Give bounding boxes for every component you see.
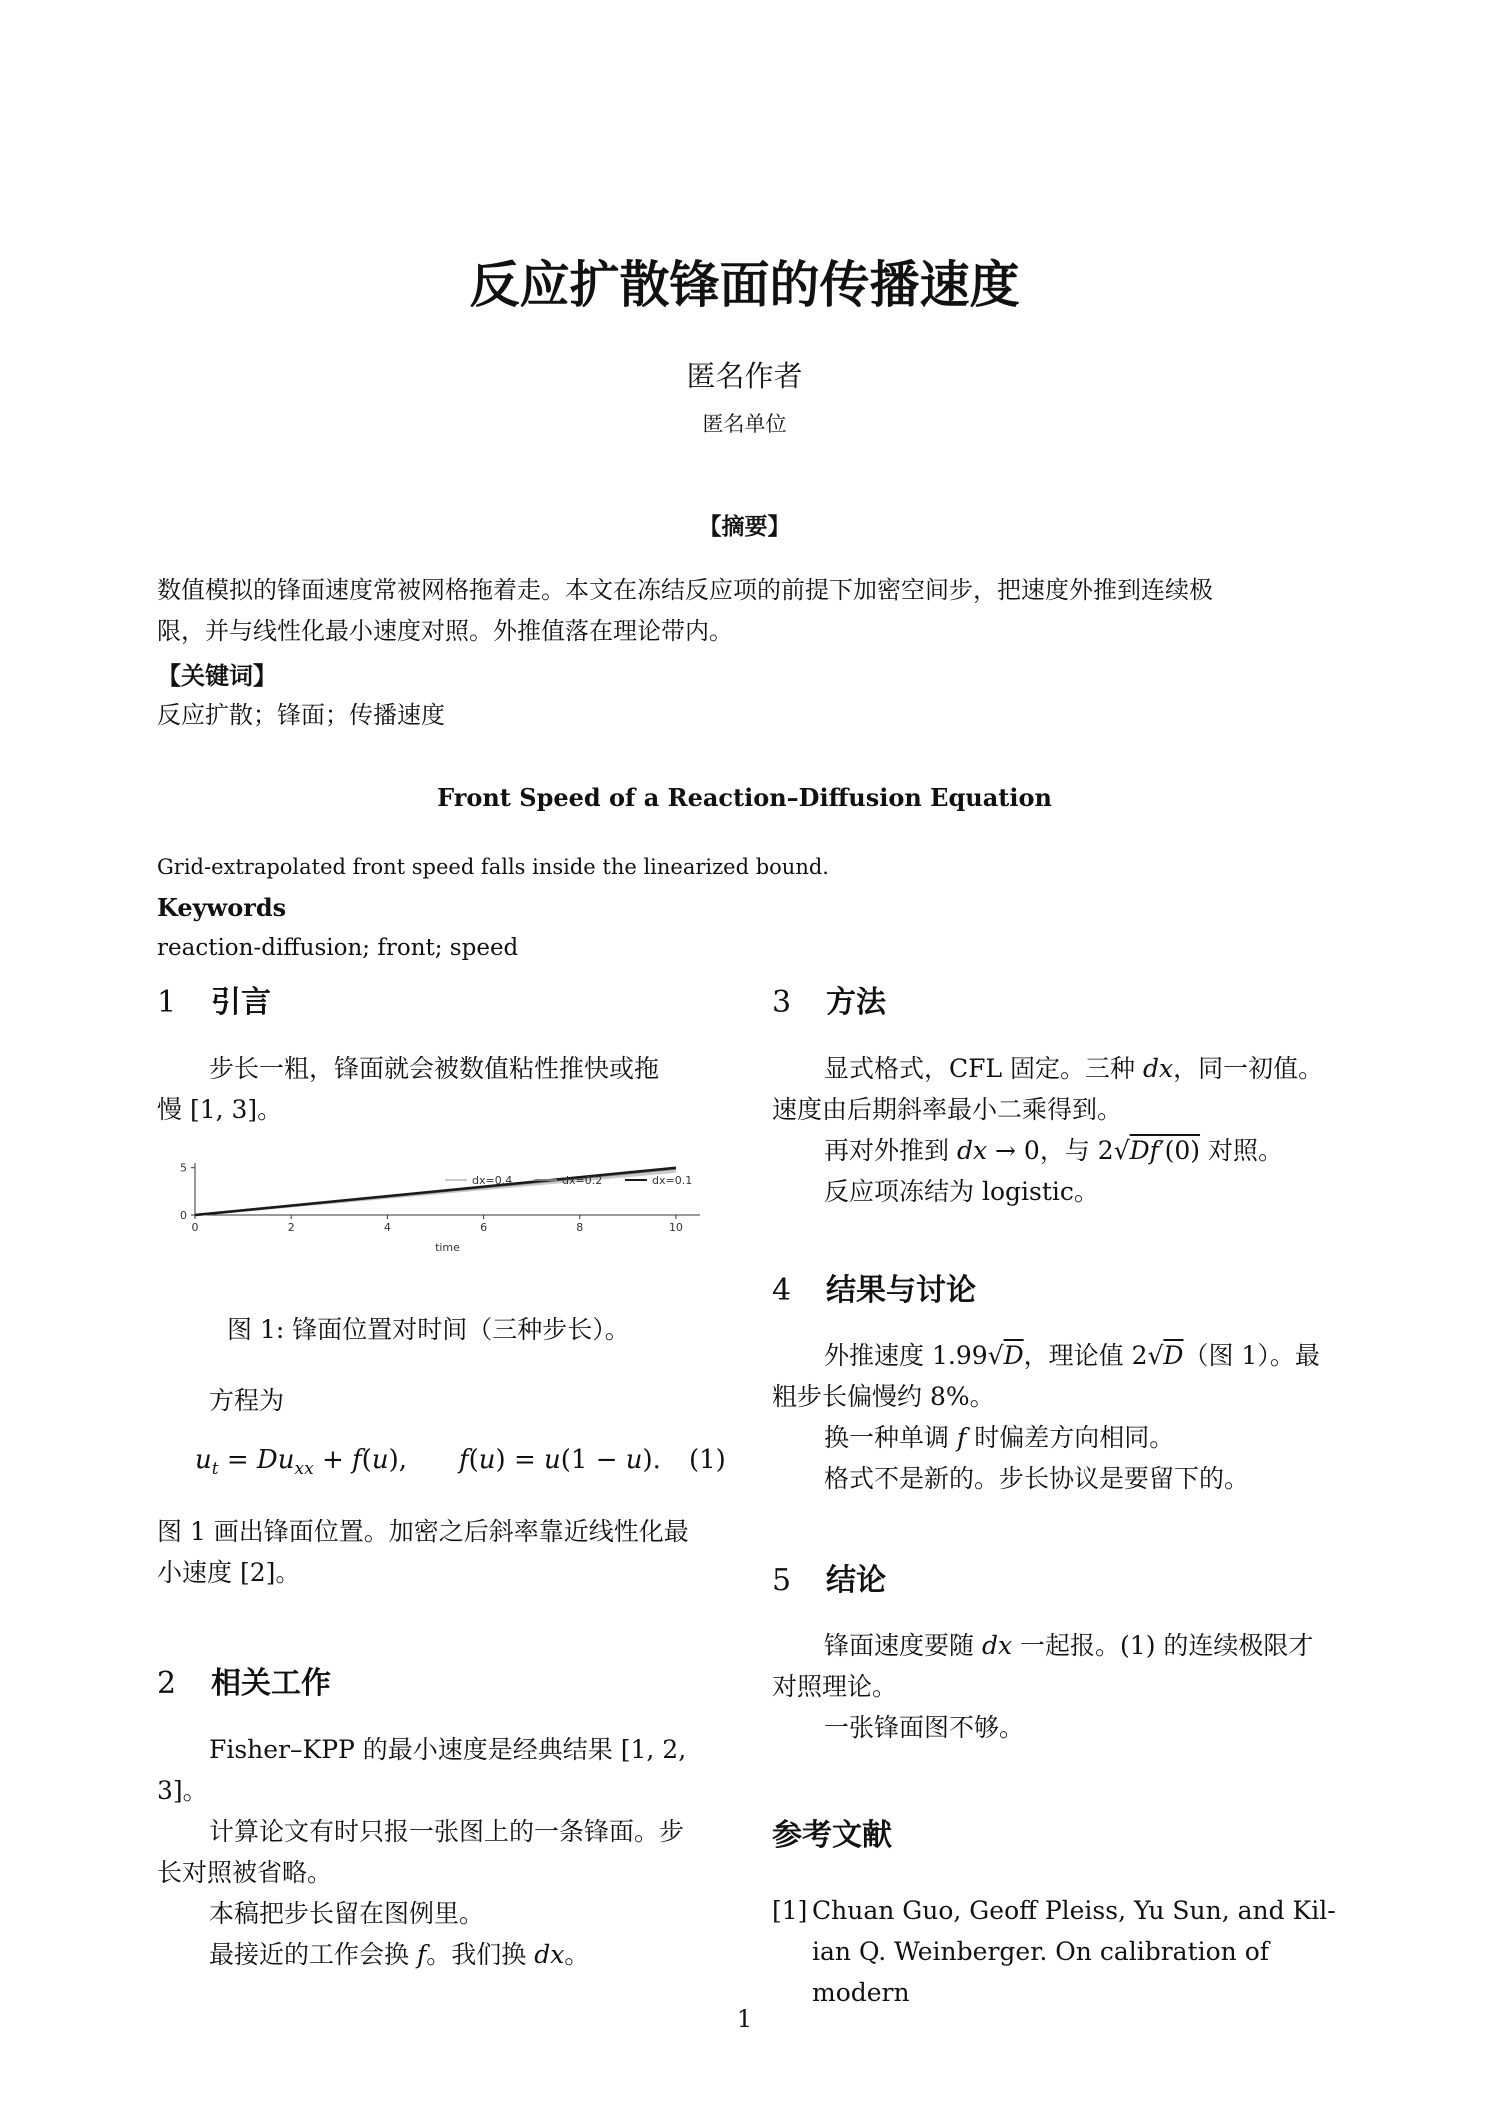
affiliation: 匿名单位: [702, 412, 787, 436]
text-line: 最接近的工作会换 f。我们换 dx。: [209, 1940, 590, 1969]
english-keywords-label: Keywords: [157, 893, 287, 922]
text-line: 图 1 画出锋面位置。加密之后斜率靠近线性化最: [157, 1517, 689, 1546]
text-line: 外推速度 1.99√D，理论值 2√D（图 1）。最: [824, 1341, 1320, 1370]
section-number: 3: [772, 985, 792, 1020]
equation-rhs: f(u) = u(1 − u).: [459, 1445, 661, 1475]
chart-plot-area: [195, 1168, 676, 1215]
reference-1: [772, 1890, 1337, 2013]
section-number: 4: [772, 1273, 792, 1308]
section-heading-results: [772, 1265, 1337, 1309]
equation-lhs: $u_t = Du_{xx} + f(u)$,: [195, 1445, 407, 1480]
section-heading-method: [772, 977, 1337, 1021]
section-title: 相关工作: [211, 1666, 331, 1701]
text-line: 锋面速度要随 dx 一起报。(1) 的连续极限才: [824, 1631, 1314, 1660]
keywords-label: 【关键词】: [157, 662, 277, 690]
section-heading-introduction: [157, 977, 722, 1021]
x-tick-label: 8: [576, 1221, 584, 1234]
text-line: 反应项冻结为 logistic。: [824, 1177, 1099, 1206]
section-title: 结果与讨论: [826, 1273, 976, 1308]
figure-caption: 图 1: 锋面位置对时间（三种步长）。: [227, 1315, 630, 1344]
front-position-chart: [155, 1155, 715, 1265]
reference-line: Chuan Guo, Geoff Pleiss, Yu Sun, and Kil-: [812, 1896, 1336, 1925]
abstract-label: 【摘要】: [698, 514, 791, 540]
legend-label: dx=0.4: [472, 1174, 513, 1187]
related-work-text: [157, 1729, 722, 1975]
legend-label: dx=0.2: [562, 1174, 603, 1187]
abstract-text: [157, 570, 1347, 652]
text-line: 再对外推到 dx → 0，与 2√Df′(0) 对照。: [824, 1136, 1283, 1165]
legend-label: dx=0.1: [652, 1174, 693, 1187]
x-tick-label: 6: [480, 1221, 488, 1234]
text-line: 长对照被省略。: [157, 1858, 333, 1887]
series-line-dx-0-1: [195, 1168, 676, 1215]
conclusion-text: [772, 1625, 1337, 1748]
text-line: 计算论文有时只报一张图上的一条锋面。步: [209, 1817, 685, 1846]
text-line: 换一种单调 f 时偏差方向相同。: [824, 1423, 1175, 1452]
section-number: 1: [157, 985, 177, 1020]
section-title: 引言: [211, 985, 271, 1020]
text-line: Fisher–KPP 的最小速度是经典结果 [1, 2, 3]。: [157, 1735, 687, 1805]
author-name: 匿名作者: [686, 359, 803, 393]
x-tick-label: 0: [191, 1221, 199, 1234]
references-heading: 参考文献: [772, 1818, 892, 1853]
method-text: [772, 1048, 1337, 1212]
page-number: 1: [736, 2005, 753, 2033]
text-line: 速度由后期斜率最小二乘得到。: [772, 1095, 1123, 1124]
text-line: 本稿把步长留在图例里。: [209, 1899, 485, 1928]
keywords: 反应扩散；锋面；传播速度: [157, 701, 445, 729]
abstract-line: 限，并与线性化最小速度对照。外推值落在理论带内。: [157, 617, 733, 645]
text-line: 显式格式，CFL 固定。三种 dx，同一初值。: [824, 1054, 1324, 1083]
intro-paragraph: [157, 1048, 722, 1130]
results-text: [772, 1335, 1337, 1499]
section-heading-related-work: [157, 1658, 722, 1702]
english-title: Front Speed of a Reaction–Diffusion Equation: [437, 783, 1052, 812]
x-tick-label: 10: [668, 1221, 683, 1234]
equation-number: (1): [689, 1445, 726, 1475]
y-tick-label: 0: [180, 1209, 187, 1222]
english-abstract: Grid-extrapolated front speed falls inside the linearized bound.: [157, 855, 829, 879]
section-heading-conclusion: [772, 1555, 1337, 1599]
text-line: 一张锋面图不够。: [824, 1713, 1025, 1742]
figure-description: [157, 1511, 722, 1593]
section-number: 2: [157, 1666, 177, 1701]
section-number: 5: [772, 1563, 792, 1598]
section-title: 方法: [826, 985, 886, 1020]
y-tick-label: 5: [180, 1161, 187, 1175]
text-line: 对照理论。: [772, 1672, 898, 1701]
paper-title: 反应扩散锋面的传播速度: [469, 256, 1020, 314]
text-line: 小速度 [2]。: [157, 1558, 301, 1587]
text-line: 格式不是新的。步长协议是要留下的。: [824, 1464, 1250, 1493]
text-line: 步长一粗，锋面就会被数值粘性推快或拖: [209, 1054, 660, 1083]
english-keywords: reaction-diffusion; front; speed: [157, 935, 519, 961]
x-tick-label: 4: [383, 1221, 391, 1234]
equation-intro: 方程为: [209, 1386, 285, 1415]
reference-line: ian Q. Weinberger. On calibration of modern: [812, 1937, 1270, 2007]
x-tick-label: 2: [287, 1221, 295, 1234]
reference-number: [1]: [772, 1896, 808, 1925]
x-axis-label: time: [435, 1241, 460, 1254]
chart-legend: [445, 1174, 692, 1187]
text-line: 慢 [1, 3]。: [157, 1095, 283, 1124]
abstract-line: 数值模拟的锋面速度常被网格拖着走。本文在冻结反应项的前提下加密空间步，把速度外推到连续极: [157, 576, 1213, 604]
text-line: 粗步长偏慢约 8%。: [772, 1382, 995, 1411]
section-title: 结论: [826, 1563, 886, 1598]
